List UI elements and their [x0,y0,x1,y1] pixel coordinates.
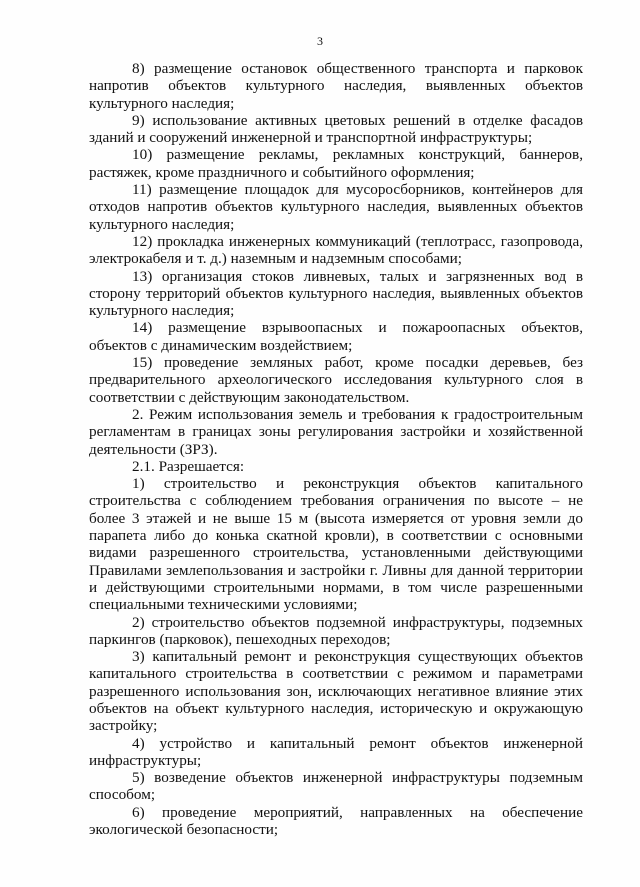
document-body [89,60,583,838]
allowed-item-5: 5) возведение объектов инженерной инфраструктуры подземным способом; [89,769,583,804]
section-2-heading: 2. Режим использования земель и требования к градостроительным регламентам в границах зоны регулирования застройки и хозяйственной деятельности (ЗРЗ). [89,405,583,458]
allowed-item-4: 4) устройство и капитальный ремонт объектов инженерной инфраструктуры; [89,734,583,769]
paragraph-item-10: 10) размещение рекламы, рекламных конструкций, баннеров, растяжек, кроме праздничного и событийного оформления; [89,146,583,181]
paragraph-item-13: 13) организация стоков ливневых, талых и загрязненных вод в сторону территорий объектов культурного наследия, выявленных объектов культурного наследия; [89,267,583,320]
page-number: 3 [317,34,323,48]
allowed-item-2: 2) строительство объектов подземной инфраструктуры, подземных паркингов (парковок), пешеходных переходов; [89,613,583,648]
allowed-item-6: 6) проведение мероприятий, направленных на обеспечение экологической безопасности; [89,803,583,839]
paragraph-item-14: 14) размещение взрывоопасных и пожароопасных объектов, объектов с динамическим воздействием; [89,319,583,354]
allowed-item-3: 3) капитальный ремонт и реконструкция существующих объектов капитального строительства в соответствии с режимом и параметрами разрешенного использования зон, исключающих негативное влияние этих объектов на объект культурного наследия, историческую и окружающую застройку; [89,648,583,735]
allowed-item-1: 1) строительство и реконструкция объектов капитального строительства с соблюдением требования ограничения по высоте – не более 3 этажей и не выше 15 м (высота измеряется от уровня земли до парапета либо до конька скатной кровли), в соответствии с основными видами разрешенного строительства, установленными действующими Правилами землепользования и застройки г. Ливны для данной территории и действующими строительными нормами, в том числе разрешенными специальными техническими условиями; [89,475,583,614]
paragraph-item-12: 12) прокладка инженерных коммуникаций (теплотрасс, газопровода, электрокабеля и т. д.) наземным и надземным способами; [89,232,583,268]
paragraph-item-8: 8) размещение остановок общественного транспорта и парковок напротив объектов культурного наследия, выявленных объектов культурного наследия; [89,60,583,112]
subsection-2-1-heading: 2.1. Разрешается: [132,457,245,475]
paragraph-item-9: 9) использование активных цветовых решений в отделке фасадов зданий и сооружений инженерной и транспортной инфраструктуры; [89,111,583,147]
paragraph-item-11: 11) размещение площадок для мусоросборников, контейнеров для отходов напротив объектов культурного наследия, выявленных объектов культурного наследия; [89,181,583,233]
paragraph-item-15: 15) проведение земляных работ, кроме посадки деревьев, без предварительного археологического исследования культурного слоя в соответствии с действующим законодательством. [89,354,583,406]
